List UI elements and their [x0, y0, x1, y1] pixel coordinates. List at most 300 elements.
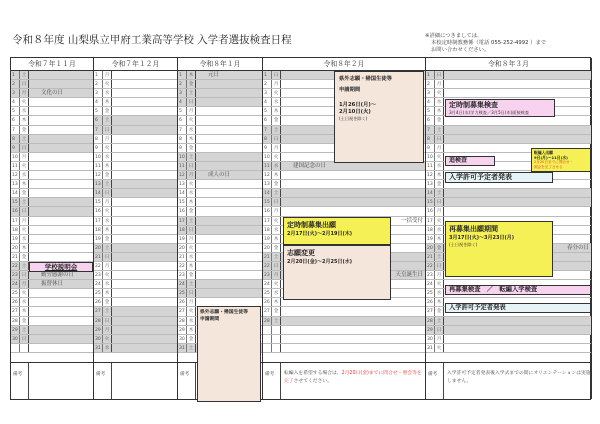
weekday: 火 — [272, 217, 281, 225]
weekday: 月 — [20, 280, 29, 288]
weekday — [272, 335, 281, 343]
month-header: 令和８年１月 — [178, 58, 262, 71]
day-number: 6 — [426, 116, 435, 124]
event-cell — [112, 71, 177, 79]
event-cell — [29, 80, 93, 88]
supplementary-exam-label: 追検査 — [449, 157, 468, 164]
day-number: 11 — [11, 162, 20, 170]
weekday — [272, 344, 281, 352]
event-cell — [196, 98, 262, 106]
day-number: 20 — [11, 244, 20, 252]
day-row — [263, 326, 425, 335]
weekday: 水 — [435, 226, 444, 234]
weekday: 木 — [435, 235, 444, 243]
day-row — [178, 262, 262, 271]
day-number: 25 — [178, 289, 187, 297]
day-row — [178, 289, 262, 298]
day-row — [11, 280, 93, 289]
day-number: 3 — [178, 89, 187, 97]
day-number: 26 — [94, 298, 103, 306]
weekday: 月 — [187, 235, 196, 243]
day-number: 5 — [94, 107, 103, 115]
day-row — [11, 126, 93, 135]
day-number: 15 — [263, 198, 272, 206]
event-cell — [444, 335, 591, 343]
remarks-label: 備考 — [11, 363, 29, 399]
weekday: 火 — [20, 162, 29, 170]
day-row — [178, 162, 262, 171]
day-row — [94, 335, 177, 344]
event-cell — [112, 335, 177, 343]
event-cell — [112, 135, 177, 143]
event-cell — [112, 289, 177, 297]
event-cell — [196, 116, 262, 124]
event-cell — [112, 107, 177, 115]
weekday: 金 — [435, 244, 444, 252]
day-number: 30 — [94, 335, 103, 343]
event-cell — [29, 89, 93, 97]
transfer-line3: 2月20日までに問合せ・ — [534, 160, 574, 164]
school-briefing-label: 学校説明会 — [44, 263, 78, 271]
day-row — [11, 162, 93, 171]
day-row — [94, 271, 177, 280]
remarks-part: 問合せ・照会等を完了 — [284, 371, 422, 384]
day-number: 9 — [263, 144, 272, 152]
teiji-apply-title: 定時制募集出願 — [287, 221, 336, 229]
weekday: 日 — [435, 135, 444, 143]
teiji-exam-box — [445, 99, 555, 117]
day-number: 9 — [94, 144, 103, 152]
day-number: 31 — [426, 344, 435, 352]
weekday: 土 — [272, 189, 281, 197]
event-cell — [196, 235, 262, 243]
day-number: 24 — [426, 280, 435, 288]
day-number: 16 — [11, 207, 20, 215]
weekday: 月 — [272, 271, 281, 279]
out-of-pref-jan-line1: 県外志願・帰国生徒等 — [200, 310, 248, 315]
remarks-row — [11, 362, 93, 399]
day-number: 13 — [263, 180, 272, 188]
day-row — [178, 253, 262, 262]
remarks-part: させてください。 — [293, 379, 332, 384]
weekday: 金 — [272, 244, 281, 252]
weekday — [20, 344, 29, 352]
remarks-row — [94, 362, 177, 399]
day-number: 18 — [94, 226, 103, 234]
weekday: 火 — [435, 153, 444, 161]
day-number: 27 — [263, 307, 272, 315]
day-number: 24 — [11, 280, 20, 288]
day-row — [426, 189, 591, 198]
event-cell — [112, 226, 177, 234]
day-number: 11 — [426, 162, 435, 170]
day-row — [426, 71, 591, 80]
event-cell — [112, 235, 177, 243]
day-number: 13 — [426, 180, 435, 188]
weekday: 木 — [20, 307, 29, 315]
day-number: 5 — [178, 107, 187, 115]
weekday: 金 — [435, 180, 444, 188]
teiji-apply-dates: 2月17日(火)～2月19日(木) — [287, 231, 353, 237]
weekday: 日 — [435, 71, 444, 79]
day-number: 3 — [94, 89, 103, 97]
weekday: 木 — [103, 98, 112, 106]
event-cell — [29, 71, 93, 79]
weekday: 木 — [187, 71, 196, 79]
day-row — [263, 307, 425, 316]
weekday: 木 — [435, 107, 444, 115]
weekday: 火 — [103, 271, 112, 279]
day-row — [94, 298, 177, 307]
day-number: 26 — [263, 298, 272, 306]
weekday: 木 — [187, 262, 196, 270]
weekday: 火 — [20, 226, 29, 234]
event-cell — [29, 153, 93, 161]
weekday: 月 — [435, 271, 444, 279]
event-cell — [112, 162, 177, 170]
event-cell — [281, 198, 425, 206]
weekday: 火 — [187, 180, 196, 188]
day-number: 19 — [178, 235, 187, 243]
day-number: 21 — [263, 253, 272, 261]
weekday: 月 — [103, 326, 112, 334]
event-cell — [112, 317, 177, 325]
weekday: 火 — [187, 244, 196, 252]
remarks-label: 備考 — [263, 363, 281, 399]
day-row — [426, 135, 591, 144]
day-number: 10 — [94, 153, 103, 161]
day-row — [94, 344, 177, 353]
weekday: 金 — [20, 189, 29, 197]
holiday-label: 成人の日 — [208, 172, 231, 179]
weekday: 火 — [187, 307, 196, 315]
weekday: 日 — [435, 262, 444, 270]
day-number: 14 — [426, 189, 435, 197]
event-cell — [281, 326, 425, 334]
re-apply-title: 再募集出願期間 — [449, 225, 498, 233]
weekday: 金 — [187, 335, 196, 343]
day-row — [426, 344, 591, 353]
day-number: 19 — [94, 235, 103, 243]
note-line: お問い合わせください。 — [431, 47, 490, 53]
weekday: 月 — [20, 153, 29, 161]
event-cell — [112, 98, 177, 106]
re-apply-box — [445, 221, 553, 277]
day-row — [426, 80, 591, 89]
day-number: 3 — [11, 89, 20, 97]
day-row — [94, 307, 177, 316]
weekday: 水 — [435, 162, 444, 170]
event-cell — [112, 344, 177, 352]
weekday: 土 — [435, 317, 444, 325]
day-number: 10 — [263, 153, 272, 161]
day-number — [11, 344, 20, 352]
day-number: 29 — [178, 326, 187, 334]
day-number: 10 — [11, 153, 20, 161]
weekday: 月 — [187, 298, 196, 306]
day-number: 7 — [178, 126, 187, 134]
day-row — [263, 162, 425, 171]
event-cell — [196, 198, 262, 206]
day-row — [94, 207, 177, 216]
weekday: 土 — [187, 217, 196, 225]
out-of-pref-feb-box — [334, 71, 424, 163]
weekday: 水 — [435, 289, 444, 297]
day-row — [94, 98, 177, 107]
weekday: 日 — [187, 289, 196, 297]
day-number: 15 — [426, 198, 435, 206]
transfer-line1: 転編入出願 — [534, 150, 553, 155]
weekday: 金 — [20, 317, 29, 325]
day-number: 15 — [94, 198, 103, 206]
day-number: 28 — [263, 317, 272, 325]
day-number: 26 — [11, 298, 20, 306]
out-of-pref-feb-line2: 申請期間 — [339, 87, 361, 93]
day-number: 2 — [426, 80, 435, 88]
day-number: 5 — [263, 107, 272, 115]
event-cell — [29, 116, 93, 124]
remarks-text — [29, 363, 93, 399]
weekday: 水 — [103, 344, 112, 352]
day-row — [426, 326, 591, 335]
day-row — [11, 80, 93, 89]
day-number: 23 — [11, 271, 20, 279]
remarks-row — [263, 362, 425, 399]
event-cell — [112, 171, 177, 179]
event-cell — [196, 244, 262, 252]
weekday: 火 — [435, 280, 444, 288]
day-number: 15 — [178, 198, 187, 206]
day-number: 21 — [94, 253, 103, 261]
event-cell — [29, 189, 93, 197]
day-number: 31 — [178, 344, 187, 352]
weekday: 月 — [103, 135, 112, 143]
weekday: 日 — [20, 335, 29, 343]
event-cell — [444, 198, 591, 206]
event-cell — [112, 126, 177, 134]
event-cell — [196, 180, 262, 188]
event-cell — [444, 207, 591, 215]
day-number: 18 — [178, 226, 187, 234]
holiday-label: 文化の日 — [41, 90, 64, 97]
month-header: 令和７年１１月 — [11, 58, 93, 71]
day-number: 5 — [426, 107, 435, 115]
out-of-pref-feb-date1: 1月26日(月)～ — [339, 102, 377, 108]
weekday: 火 — [20, 98, 29, 106]
weekday: 月 — [435, 80, 444, 88]
weekday: 木 — [272, 107, 281, 115]
day-number: 29 — [426, 326, 435, 334]
day-row — [178, 180, 262, 189]
day-row — [178, 207, 262, 216]
weekday: 水 — [272, 162, 281, 170]
event-cell — [196, 280, 262, 288]
event-cell — [444, 126, 591, 134]
day-number: 14 — [263, 189, 272, 197]
event-cell — [196, 289, 262, 297]
day-row — [94, 144, 177, 153]
weekday: 日 — [103, 189, 112, 197]
event-cell — [29, 171, 93, 179]
weekday: 日 — [272, 262, 281, 270]
day-row — [263, 317, 425, 326]
day-number: 13 — [11, 180, 20, 188]
weekday: 木 — [272, 298, 281, 306]
event-cell — [196, 126, 262, 134]
day-number: 7 — [426, 126, 435, 134]
remarks-text: 入学許可予定者発表後入学式までの間にオリエンテーションは実施しません。 — [447, 371, 591, 384]
event-cell — [112, 253, 177, 261]
month-dec — [94, 58, 178, 399]
day-row — [426, 317, 591, 326]
day-row — [94, 198, 177, 207]
day-row — [426, 335, 591, 344]
day-number: 7 — [263, 126, 272, 134]
change-title: 志願変更 — [287, 249, 315, 257]
weekday: 土 — [20, 135, 29, 143]
day-row — [178, 153, 262, 162]
event-cell — [112, 207, 177, 215]
day-number: 8 — [178, 135, 187, 143]
event-cell — [29, 217, 93, 225]
out-of-pref-jan-box — [197, 306, 261, 402]
day-number: 9 — [178, 144, 187, 152]
day-row — [263, 198, 425, 207]
event-cell — [196, 207, 262, 215]
day-number: 6 — [11, 116, 20, 124]
supplementary-exam-box — [445, 156, 495, 166]
day-number: 17 — [426, 217, 435, 225]
day-row — [94, 80, 177, 89]
contact-note — [425, 33, 546, 54]
day-number: 22 — [11, 262, 20, 270]
day-number: 18 — [426, 226, 435, 234]
day-row — [94, 71, 177, 80]
event-cell — [281, 207, 425, 215]
weekday: 金 — [272, 180, 281, 188]
event-cell — [29, 180, 93, 188]
day-number: 27 — [94, 307, 103, 315]
note-line: 本校定時制教務係（電話 055-252-4992 ）まで — [431, 40, 547, 46]
day-number: 27 — [11, 307, 20, 315]
weekday: 水 — [20, 171, 29, 179]
holiday-label: 元日 — [208, 72, 220, 78]
day-number: 13 — [178, 180, 187, 188]
event-cell — [29, 162, 93, 170]
event-cell — [112, 180, 177, 188]
day-number: 25 — [263, 289, 272, 297]
weekday: 日 — [272, 198, 281, 206]
day-number: 29 — [94, 326, 103, 334]
day-number: 21 — [426, 253, 435, 261]
day-number: 12 — [263, 171, 272, 179]
day-row — [178, 71, 262, 80]
day-number: 29 — [11, 326, 20, 334]
day-row — [426, 89, 591, 98]
weekday: 月 — [435, 207, 444, 215]
day-number: 17 — [263, 217, 272, 225]
remarks-part: 転編入を希望する場合は、 — [284, 371, 342, 376]
weekday: 土 — [103, 116, 112, 124]
day-row — [94, 226, 177, 235]
day-row — [178, 280, 262, 289]
weekday: 金 — [187, 144, 196, 152]
weekday: 木 — [20, 116, 29, 124]
day-number: 25 — [426, 289, 435, 297]
day-number: 30 — [178, 335, 187, 343]
weekday: 火 — [435, 217, 444, 225]
day-number: 6 — [94, 116, 103, 124]
weekday: 水 — [187, 189, 196, 197]
day-row — [426, 198, 591, 207]
event-cell — [29, 144, 93, 152]
weekday: 水 — [103, 280, 112, 288]
day-number: 20 — [94, 244, 103, 252]
holiday-label: 建国記念の日 — [293, 162, 327, 169]
day-number: 27 — [178, 307, 187, 315]
weekday: 水 — [20, 107, 29, 115]
day-row — [178, 217, 262, 226]
weekday: 土 — [20, 198, 29, 206]
event-cell — [29, 207, 93, 215]
weekday: 火 — [20, 289, 29, 297]
day-rows — [11, 71, 93, 353]
weekday: 土 — [20, 71, 29, 79]
weekday: 月 — [20, 217, 29, 225]
weekday: 日 — [187, 226, 196, 234]
day-number: 28 — [426, 317, 435, 325]
day-number: 12 — [426, 171, 435, 179]
event-cell — [196, 89, 262, 97]
day-row — [178, 144, 262, 153]
day-row — [11, 71, 93, 80]
event-cell — [196, 162, 262, 170]
day-number: 15 — [11, 198, 20, 206]
day-number: 12 — [94, 171, 103, 179]
day-row — [94, 107, 177, 116]
remarks-row — [426, 362, 591, 399]
weekday: 金 — [187, 80, 196, 88]
weekday: 土 — [187, 280, 196, 288]
event-cell — [196, 144, 262, 152]
day-number: 2 — [11, 80, 20, 88]
weekday: 日 — [187, 98, 196, 106]
teiji-exam-title: 定時制募集検査 — [449, 101, 498, 109]
event-cell — [444, 189, 591, 197]
weekday: 水 — [272, 226, 281, 234]
holiday-label: 振替休日 — [41, 281, 64, 288]
day-row — [11, 298, 93, 307]
transfer-line4: 照会を完了させる — [534, 165, 563, 169]
event-cell — [196, 189, 262, 197]
day-number: 11 — [94, 162, 103, 170]
event-cell — [112, 189, 177, 197]
day-row — [11, 344, 93, 353]
weekday: 火 — [272, 89, 281, 97]
day-number: 14 — [11, 189, 20, 197]
month-nov — [11, 58, 94, 399]
event-cell — [196, 217, 262, 225]
day-number: 24 — [94, 280, 103, 288]
day-number: 21 — [178, 253, 187, 261]
weekday: 土 — [272, 317, 281, 325]
remarks-text — [281, 363, 425, 399]
event-cell — [112, 80, 177, 88]
day-row — [94, 262, 177, 271]
day-number: 11 — [263, 162, 272, 170]
day-number: 1 — [263, 71, 272, 79]
event-cell — [112, 217, 177, 225]
